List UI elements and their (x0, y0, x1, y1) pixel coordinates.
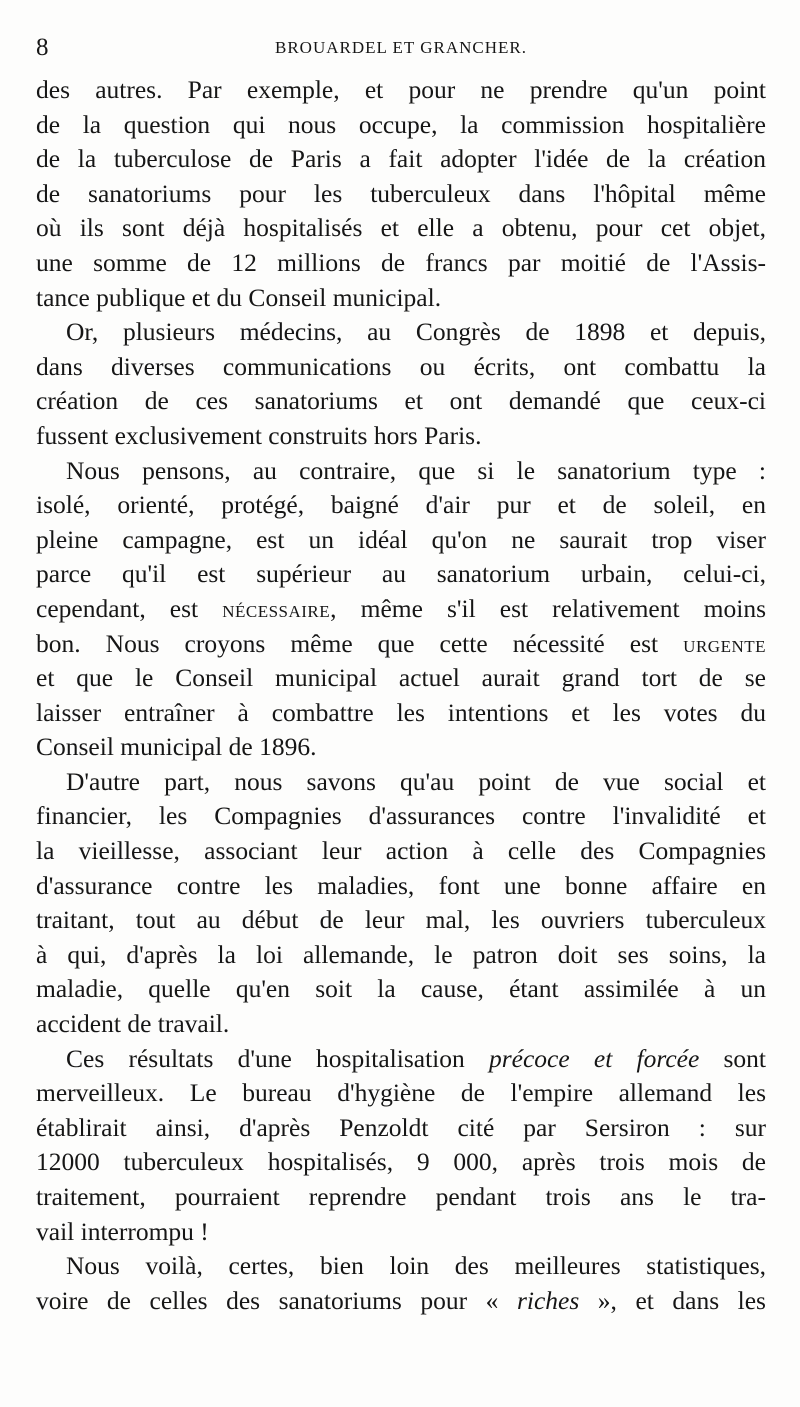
text-segment: Ces résultats d'une hospitalisation (66, 1043, 489, 1073)
text-line: traitement, pourraient reprendre pendant trois ans le tra- (36, 1182, 766, 1211)
text-line: traitant, tout au début de leur mal, les ouvriers tuberculeux (36, 905, 766, 935)
text-line (36, 627, 766, 662)
text-line: Nous voilà, certes, bien loin des meilleures statistiques, (66, 1251, 766, 1281)
text-line: de la tuberculose de Paris a fait adopter l'idée de la création (36, 144, 766, 174)
text-line: parce qu'il est supérieur au sanatorium urbain, celui-ci, (36, 559, 766, 589)
text-line: laisser entraîner à combattre les intentions et les votes du (36, 697, 766, 727)
text-line: établirait ainsi, d'après Penzoldt cité par Sersiron : sur (36, 1112, 766, 1142)
paragraph-1 (36, 73, 766, 315)
text-line (36, 1042, 766, 1077)
small-caps-word: URGENTE (683, 636, 766, 656)
text-line: une somme de 12 millions de francs par moitié de l'Assis- (36, 247, 766, 277)
text-line: d'assurance contre les maladies, font une bonne affaire en (36, 870, 766, 900)
text-segment: , même s'il est relativement moins (330, 593, 766, 623)
body-text (36, 73, 766, 1318)
text-line (36, 1284, 766, 1319)
text-line: à qui, d'après la loi allemande, le patron doit ses soins, la (36, 939, 766, 969)
text-segment: voire de celles des sanatoriums pour « (36, 1285, 517, 1315)
text-line: fussent exclusivement construits hors Paris. (36, 420, 482, 450)
text-segment: sont (699, 1043, 766, 1073)
running-head (36, 34, 766, 64)
text-line: D'autre part, nous savons qu'au point de vue social et (66, 766, 766, 796)
text-line: pleine campagne, est un idéal qu'on ne saurait trop viser (36, 524, 766, 554)
text-line: merveilleux. Le bureau d'hygiène de l'empire allemand les (36, 1078, 766, 1108)
italic-word: riches (516, 1285, 580, 1315)
text-line: création de ces sanatoriums et ont demandé que ceux-ci (36, 386, 766, 416)
text-line: des autres. Par exemple, et pour ne prendre qu'un point (36, 75, 766, 104)
text-line: isolé, orienté, protégé, baigné d'air pur et de soleil, en (36, 490, 766, 520)
text-line: 12000 tuberculeux hospitalisés, 9 000, après trois mois de (36, 1147, 766, 1177)
text-line: vail interrompu ! (36, 1216, 209, 1246)
paragraph-5 (36, 1042, 766, 1250)
text-line: et que le Conseil municipal actuel aurait grand tort de se (36, 663, 766, 693)
text-line: Nous pensons, au contraire, que si le sanatorium type : (66, 455, 766, 485)
text-line: de sanatoriums pour les tuberculeux dans l'hôpital même (36, 178, 766, 208)
running-title: BROUARDEL ET GRANCHER. (275, 38, 527, 57)
text-line: accident de travail. (36, 1009, 230, 1039)
italic-phrase: précoce et forcée (488, 1043, 700, 1073)
text-line: Conseil municipal de 1896. (36, 732, 317, 762)
text-segment: », et dans les (579, 1285, 766, 1315)
text-segment: bon. Nous croyons même que cette nécessité est (36, 628, 684, 658)
paragraph-2 (36, 315, 766, 453)
text-line: financier, les Compagnies d'assurances contre l'invalidité et (36, 801, 766, 831)
small-caps-word: NÉCESSAIRE (222, 601, 331, 621)
text-line: de la question qui nous occupe, la commission hospitalière (36, 109, 766, 139)
text-line: tance publique et du Conseil municipal. (36, 282, 442, 312)
text-line: maladie, quelle qu'en soit la cause, étant assimilée à un (36, 974, 766, 1004)
paragraph-4 (36, 765, 766, 1042)
page-number: 8 (36, 34, 49, 61)
text-line: la vieillesse, associant leur action à celle des Compagnies (36, 836, 766, 866)
text-segment: cependant, est (36, 593, 223, 623)
text-line (36, 592, 766, 627)
text-line: dans diverses communications ou écrits, ont combattu la (36, 351, 766, 381)
text-line: où ils sont déjà hospitalisés et elle a obtenu, pour cet objet, (36, 213, 766, 243)
paragraph-6 (36, 1249, 766, 1318)
text-line: Or, plusieurs médecins, au Congrès de 1898 et depuis, (66, 317, 766, 347)
paragraph-3 (36, 454, 766, 765)
